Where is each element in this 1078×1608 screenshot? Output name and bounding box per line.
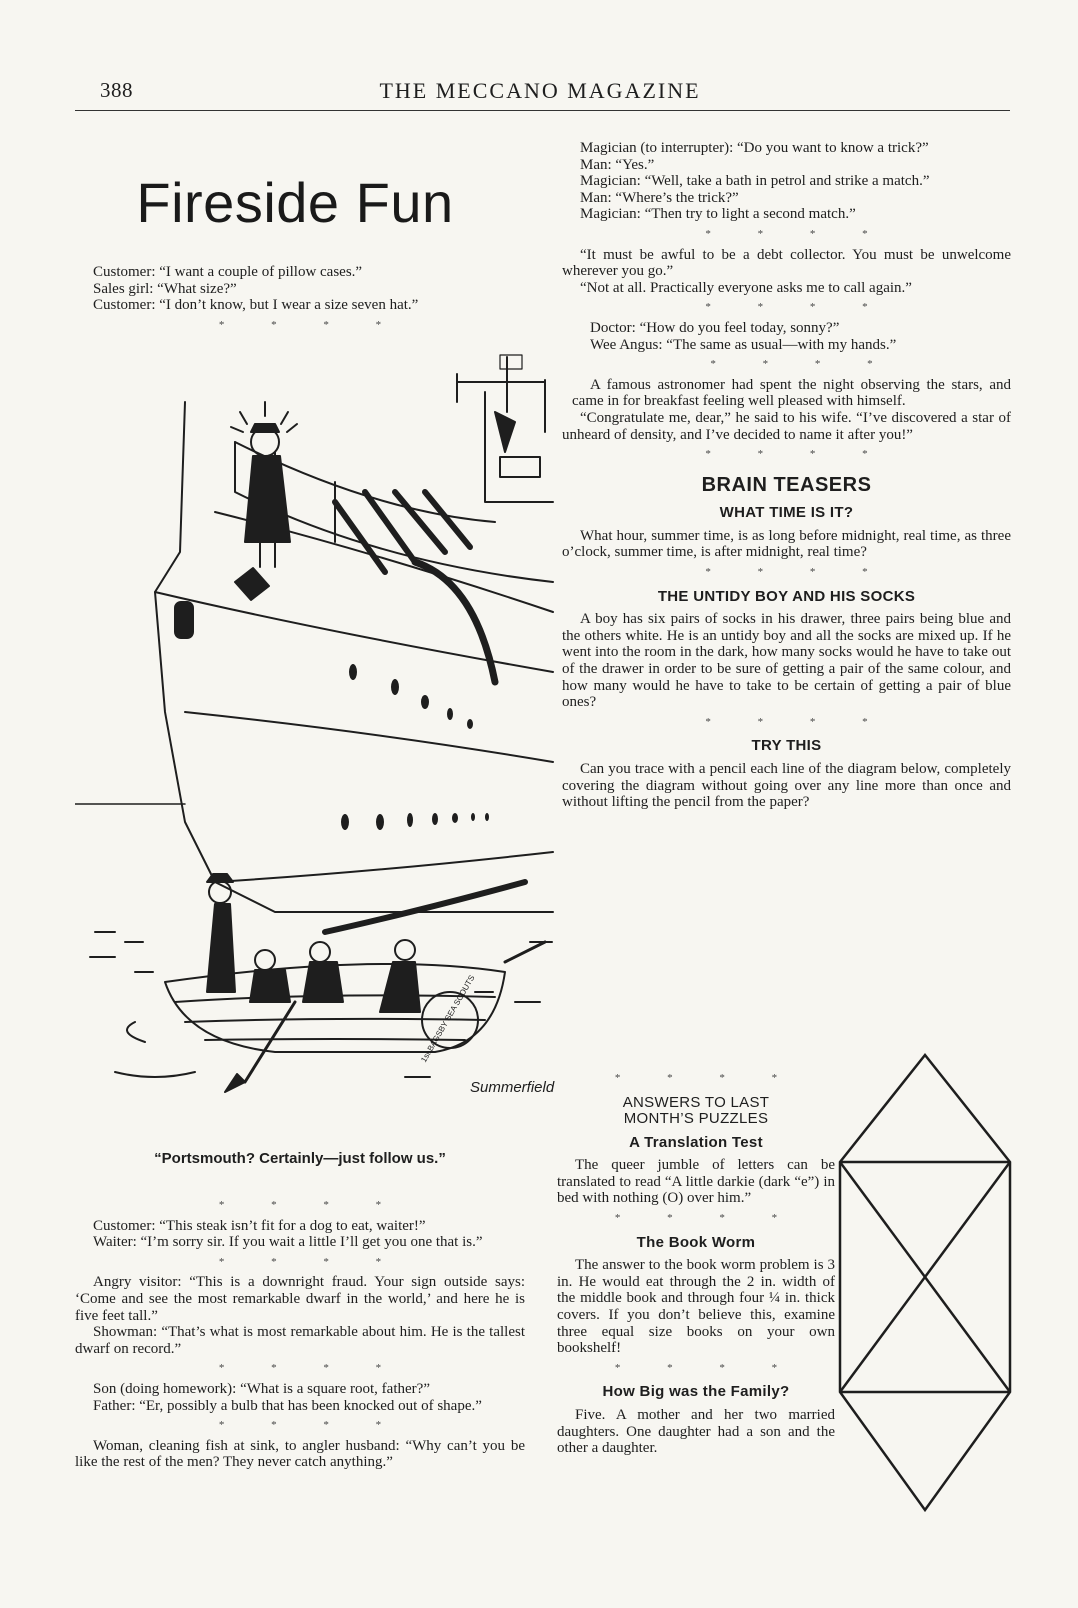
- puzzle-title: TRY THIS: [751, 737, 822, 755]
- answer-title: How Big was the Family?: [602, 1383, 790, 1401]
- separator-stars: * * * *: [614, 1361, 800, 1374]
- answer-text: The queer jumble of letters can be translated to read “A little darkie (dark “e”) in bed with nothing (O) over him.”: [557, 1157, 835, 1207]
- answer-title: A Translation Test: [629, 1133, 763, 1151]
- joke-line: A famous astronomer had spent the night observing the stars, and came in for breakfast feeling well pleased with himself.: [572, 376, 1011, 410]
- joke-line: Magician (to interrupter): “Do you want to know a trick?”: [580, 140, 929, 156]
- separator-stars: * * * *: [705, 301, 890, 314]
- puzzle-title: WHAT TIME IS IT?: [719, 504, 854, 522]
- joke-line: Customer: “I don’t know, but I wear a size seven hat.”: [93, 297, 419, 314]
- joke-line: “It must be awful to be a debt collector. You must be unwelcome wherever you go.”: [562, 246, 1011, 280]
- separator-stars: * * * *: [705, 715, 890, 728]
- joke-line: Magician: “Then try to light a second match.”: [580, 206, 856, 223]
- answers-heading-line: MONTH’S PUZZLES: [623, 1109, 769, 1127]
- joke-line: Sales girl: “What size?”: [93, 280, 237, 297]
- separator-stars: * * * *: [218, 1419, 404, 1432]
- joke-line: Customer: “I want a couple of pillow cases.”: [93, 264, 363, 280]
- left-column-bottom: [75, 1194, 525, 1471]
- answer-text: The answer to the book worm problem is 3 in. He would eat through the 2 in. width of the middle book and through four ¼ in. thick covers. If you don’t believe this, examine three equal size books on your own bookshelf!: [557, 1257, 835, 1357]
- cartoon-caption: “Portsmouth? Certainly—just follow us.”: [154, 1150, 446, 1167]
- puzzle-title: THE UNTIDY BOY AND HIS SOCKS: [657, 587, 916, 605]
- answers-heading: [557, 1095, 835, 1127]
- boat-name-label: 1st BAGSBY SEA SCOUTS: [419, 973, 477, 1064]
- joke-line: Doctor: “How do you feel today, sonny?”: [590, 319, 840, 336]
- cartoon-illustration: [75, 352, 555, 1132]
- puzzle-text: A boy has six pairs of socks in his drawer, three pairs being blue and the others white. He is an untidy boy and all the socks are mixed up. If he went into the room in the dark, how many socks would he have to take out of the drawer in order to be sure of getting a pair of the same colour, and how many would he have to take to be certain of getting a pair of blue ones?: [562, 611, 1011, 711]
- joke-line: Customer: “This steak isn’t fit for a dog to eat, waiter!”: [93, 1217, 426, 1234]
- joke-line: Showman: “That’s what is most remarkable about him. He is the tallest dwarf on record.”: [75, 1324, 525, 1357]
- joke-line: “Not at all. Practically everyone asks me to call again.”: [580, 279, 912, 296]
- answers-column: [557, 1070, 835, 1457]
- header-rule: [75, 110, 1010, 111]
- joke-line: “Congratulate me, dear,” he said to his wife. “I’ve discovered a star of unheard of density, and I’ve decided to name it after you!”: [562, 409, 1011, 443]
- magazine-title: THE MECCANO MAGAZINE: [379, 78, 701, 103]
- right-column: [562, 140, 1011, 811]
- answer-text: Five. A mother and her two married daughters. One daughter had a son and the other a daughter.: [557, 1406, 835, 1457]
- joke-line: Angry visitor: “This is a downright fraud. Your sign outside says: ‘Come and see the most remarkable dwarf in the world,’ and here he is five feet tall.”: [75, 1274, 525, 1324]
- artist-signature: Summerfield: [470, 1079, 555, 1096]
- joke-line: Wee Angus: “The same as usual—with my hands.”: [590, 336, 897, 353]
- joke-line: Waiter: “I’m sorry sir. If you wait a little I’ll get you one that is.”: [93, 1234, 483, 1251]
- answer-title: The Book Worm: [636, 1233, 756, 1251]
- puzzle-diagram: [835, 1050, 1015, 1520]
- left-column-top: [75, 264, 525, 337]
- puzzle-text: What hour, summer time, is as long before midnight, real time, as three o’clock, summer time, is after midnight, real time?: [562, 527, 1011, 561]
- joke-line: Woman, cleaning fish at sink, to angler husband: “Why can’t you be like the rest of the men? They never catch anything.”: [75, 1437, 525, 1471]
- separator-stars: * * * *: [705, 227, 890, 240]
- separator-stars: * * * *: [705, 566, 890, 579]
- separator-stars: * * * *: [614, 1211, 800, 1224]
- joke-line: Son (doing homework): “What is a square root, father?”: [93, 1380, 430, 1397]
- brain-teasers-heading: BRAIN TEASERS: [701, 473, 872, 496]
- separator-stars: * * * *: [218, 1362, 404, 1375]
- page-title: Fireside Fun: [136, 171, 454, 234]
- joke-line: Father: “Er, possibly a bulb that has been knocked out of shape.”: [93, 1397, 482, 1414]
- separator-stars: * * * *: [705, 448, 890, 461]
- puzzle-text: Can you trace with a pencil each line of the diagram below, completely covering the diagram without going over any line more than once and without lifting the pencil from the paper?: [562, 761, 1011, 811]
- separator-stars: * * * *: [218, 1199, 404, 1211]
- separator-stars: * * * *: [710, 358, 895, 371]
- answers-heading-line: ANSWERS TO LAST: [622, 1093, 770, 1111]
- joke-line: Man: “Where’s the trick?”: [580, 189, 739, 206]
- separator-stars: * * * *: [218, 1255, 404, 1268]
- separator-stars: * * * *: [614, 1072, 800, 1084]
- page-number: 388: [100, 78, 133, 102]
- joke-line: Man: “Yes.”: [580, 156, 655, 173]
- joke-line: Magician: “Well, take a bath in petrol and strike a match.”: [580, 173, 930, 190]
- separator-stars: * * * *: [218, 318, 404, 331]
